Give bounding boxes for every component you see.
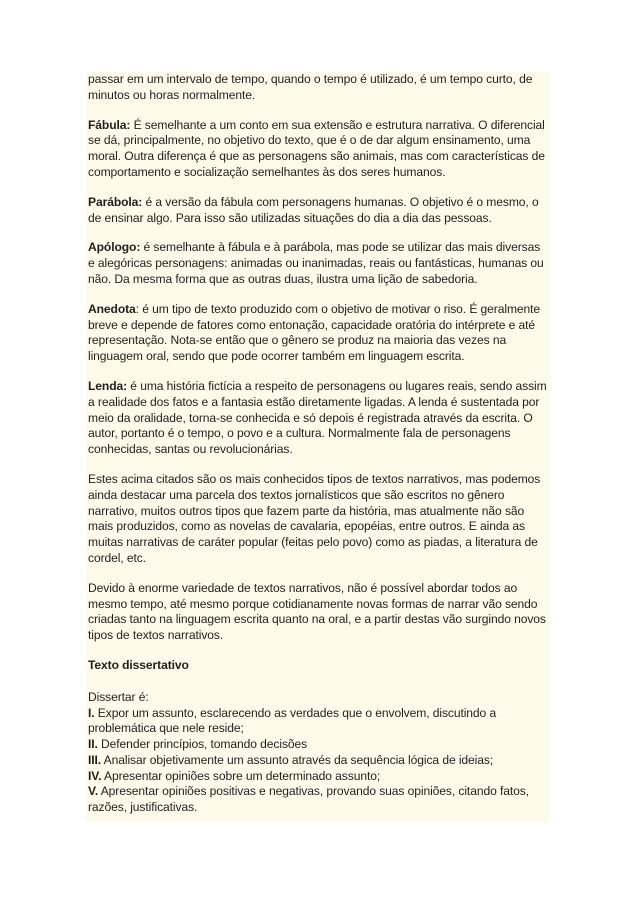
anedota-paragraph [86,302,549,365]
fabula-text: É semelhante a um conto em sua extensão e estrutura narrativa. O diferencial se dá, principalmente, no objetivo do texto, que é o de dar algum ensinamento, uma moral. Outra diferença é que as personagens são animais, mas com características de comportamento e socialização semelhantes às dos seres humanos. [88,117,545,179]
list-item [88,784,547,816]
parabola-text: é a versão da fábula com personagens humanas. O objetivo é o mesmo, o de ensinar algo. Para isso são utilizadas situações do dia a dia das pessoas. [88,194,539,225]
document-page [86,72,549,822]
intro-paragraph: passar em um intervalo de tempo, quando o tempo é utilizado, é um tempo curto, de minutos ou horas normalmente. [88,72,533,102]
list-item [88,737,547,753]
list-item-number: III. [88,752,102,767]
fabula-term: Fábula: [88,117,131,132]
section-heading-text: Texto dissertativo [88,657,189,672]
estes-paragraph: Estes acima citados são os mais conhecidos tipos de textos narrativos, mas podemos ainda destacar uma parcela dos textos jornalísticos que são escritos no gênero narrativo, muitos outros tipos que fazem parte da história, mas atualmente não são mais produzidos, como as novelas de cavalaria, epopéias, entre outros. E ainda as muitas narrativas de caráter popular (feitas pelo povo) como as piadas, a literatura de cordel, etc. [88,471,541,565]
devido-paragraph: Devido à enorme variedade de textos narrativos, não é possível abordar todos ao mesmo tempo, até mesmo porque cotidianamente novas formas de narrar vão sendo criadas tanto na linguagem escrita quanto na oral, e a partir destas vão surgindo novos tipos de textos narrativos. [88,580,546,643]
list-item [88,706,547,738]
dissertar-label: Dissertar é: [88,689,149,704]
list-item [88,769,547,785]
list-item-number: II. [88,737,98,752]
list-item-number: I. [88,705,95,720]
section-heading [86,658,549,674]
list-item-number: V. [88,784,99,799]
list-item-text: Analisar objetivamente um assunto através da sequência lógica de ideias; [101,752,494,767]
list-item [88,753,547,769]
dissertar-block [86,690,549,816]
anedota-text: : é um tipo de texto produzido com o objetivo de motivar o riso. É geralmente breve e depende de fatores como entonação, capacidade oratória do intérprete e até representação. Nota-se então que o gênero se produz na maioria das vezes na linguagem oral, sendo que pode ocorrer também em linguagem escrita. [88,301,541,364]
parabola-term: Parábola: [88,194,143,209]
list-item-number: IV. [88,768,102,783]
anedota-term: Anedota [88,301,136,316]
list-item-text: Expor um assunto, esclarecendo as verdades que o envolvem, discutindo a problemática que nele reside; [88,705,497,736]
lenda-term: Lenda: [88,378,128,393]
apologo-text: é semelhante à fábula e à parábola, mas pode se utilizar das mais diversas e alegóricas personagens: animadas ou inanimadas, reais ou fantásticas, humanas ou não. Da mesma forma que as outras duas, ilustra uma lição de sabedoria. [88,240,544,286]
apologo-term: Apólogo: [88,240,141,255]
list-item-text: Defender princípios, tomando decisões [97,737,308,752]
lenda-paragraph [86,379,549,458]
spacer [86,674,549,690]
parabola-paragraph [86,195,549,227]
list-item-text: Apresentar opiniões sobre um determinado assunto; [101,768,381,783]
lenda-text: é uma história fictícia a respeito de personagens ou lugares reais, sendo assim a realidade dos fatos e a fantasia estão diretamente ligadas. A lenda é sustentada por meio da oralidade, torna-se conhecida e só depois é registrada através da escrita. O autor, portanto é o tempo, o povo e a cultura. Normalmente fala de personagens conhecidas, santas ou revolucionárias. [88,378,547,457]
apologo-paragraph [86,240,549,287]
fabula-paragraph [86,118,549,181]
list-item-text: Apresentar opiniões positivas e negativas, provando suas opiniões, citando fatos, razões, justificativas. [88,784,529,815]
